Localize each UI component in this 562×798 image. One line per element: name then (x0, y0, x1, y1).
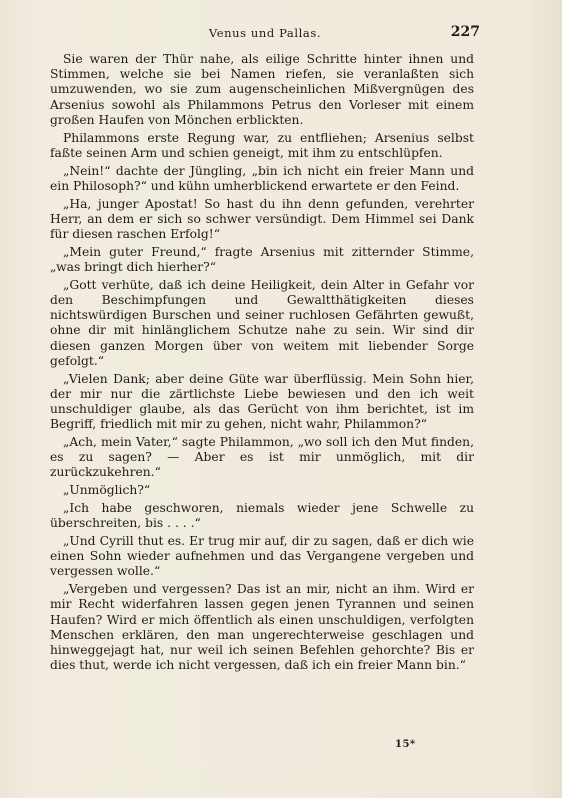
paragraph: „Ich habe geschworen, niemals wieder jene Schwelle zu überschreiten, bis . . . .“ (50, 501, 474, 531)
running-head (52, 26, 478, 46)
paragraph: Philammons erste Regung war, zu entfliehen; Arsenius selbst faßte seinen Arm und schien geneigt, mit ihm zu entschlüpfen. (50, 130, 474, 160)
paragraph: „Ha, junger Apostat! So hast du ihn denn gefunden, verehrter Herr, an dem er sich so schwer versündigt. Dem Himmel sei Dank für diesen raschen Erfolg!“ (50, 196, 474, 242)
printer-signature-mark: 15* (395, 739, 416, 750)
paragraph: „Ach, mein Vater,“ sagte Philammon, „wo soll ich den Mut finden, es zu sagen? — Aber es ist mir unmöglich, mit dir zurückzukehren.“ (50, 435, 474, 480)
paragraph: „Gott verhüte, daß ich deine Heiligkeit, dein Alter in Gefahr vor den Beschimpfungen und Gewaltthätigkeiten dieses nichtswürdigen Burschen und seiner ruchlosen Gefährten gewußt, ohne dir mit hinlänglichem Schutze nahe zu sein. Wir sind dir diesen ganzen Morgen über von weitem mit liebender Sorge gefolgt.“ (50, 277, 474, 368)
paragraph: „Vergeben und vergessen? Das ist an mir, nicht an ihm. Wird er mir Recht widerfahren lassen gegen jenen Tyrannen und seinen Haufen? Wird er mich öffentlich als einen unschuldigen, verfolgten Menschen erklären, den man ungerechterweise geschlagen und hinweggejagt hat, nur weil ich seinen Befehlen gehorchte? Bis er dies thut, werde ich nicht vergessen, daß ich ein freier Mann bin.“ (50, 582, 474, 673)
paragraph: „Und Cyrill thut es. Er trug mir auf, dir zu sagen, daß er dich wie einen Sohn wieder aufnehmen und das Vergangene vergeben und vergessen wolle.“ (50, 534, 474, 579)
body-text (50, 52, 474, 676)
running-title: Venus und Pallas. (208, 26, 322, 40)
page-number: 227 (450, 24, 480, 40)
paragraph: Sie waren der Thür nahe, als eilige Schritte hinter ihnen und Stimmen, welche sie bei Namen riefen, sie veranlaßten sich umzuwenden, wo sie zum augenscheinlichen Mißvergnügen des Arsenius sowohl als Philammons Petrus den Vorleser mit einem großen Haufen von Mönchen erblickten. (50, 52, 474, 127)
paragraph: „Vielen Dank; aber deine Güte war überflüssig. Mein Sohn hier, der mir nur die zärtlichste Liebe bewiesen und den ich weit unschuldiger glaube, als das Gerücht von ihm berichtet, ist im Begriff, friedlich mit mir zu gehen, nicht wahr, Philammon?“ (50, 371, 474, 432)
paragraph: „Unmöglich?“ (63, 483, 151, 498)
paragraph: „Mein guter Freund,“ fragte Arsenius mit zitternder Stimme, „was bringt dich hierher?“ (50, 244, 474, 275)
paragraph: „Nein!“ dachte der Jüngling, „bin ich nicht ein freier Mann und ein Philosoph?“ und kühn umherblickend erwartete er den Feind. (50, 163, 474, 193)
